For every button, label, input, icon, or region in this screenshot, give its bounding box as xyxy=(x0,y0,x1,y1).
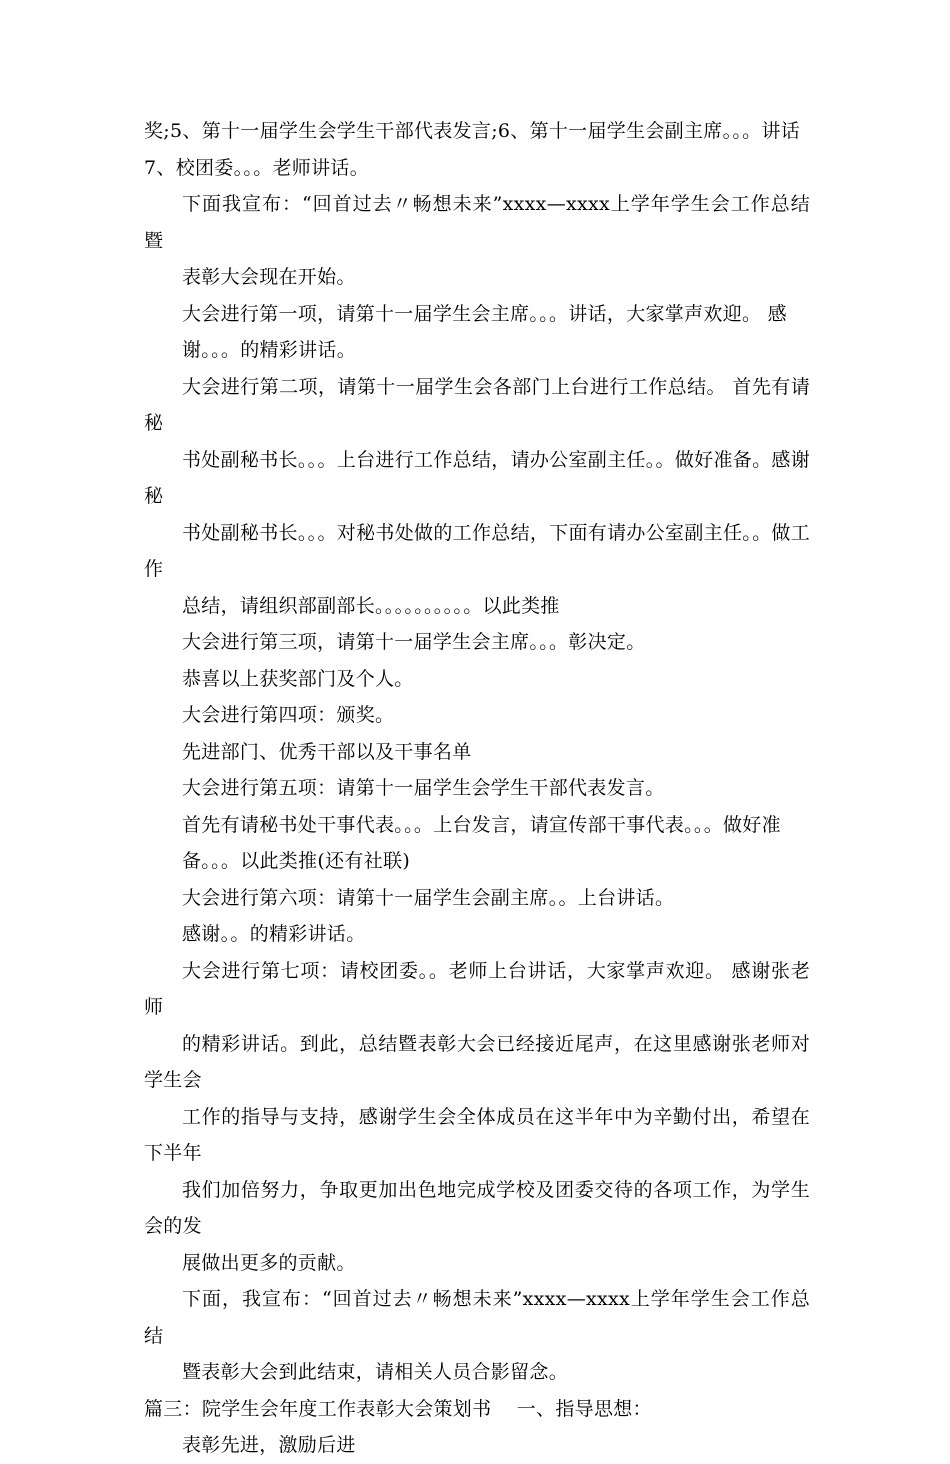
text-line: 7、校团委。。。老师讲话。 xyxy=(144,156,369,179)
paragraph xyxy=(144,1281,810,1391)
text-line: 大会进行第四项：颁奖。 xyxy=(182,704,395,726)
paragraph xyxy=(144,734,810,771)
paragraph xyxy=(144,916,810,953)
text-line: 暨表彰大会到此结束，请相关人员合影留念。 xyxy=(182,1361,569,1383)
paragraph xyxy=(144,770,810,807)
paragraph xyxy=(144,186,810,296)
paragraph xyxy=(144,953,810,1282)
text-line: 感谢。。的精彩讲话。 xyxy=(182,923,366,945)
text-line: 大会进行第一项，请第十一届学生会主席。。。讲话，大家掌声欢迎。 感 xyxy=(182,302,787,325)
text-line: 大会进行第七项：请校团委。。老师上台讲话，大家掌声欢迎。 感谢张老师 xyxy=(144,959,810,1018)
text-line: 的精彩讲话。到此，总结暨表彰大会已经接近尾声，在这里感谢张老师对学生会 xyxy=(144,1032,810,1091)
document-body xyxy=(144,113,810,1464)
text-line: 大会进行第三项，请第十一届学生会主席。。。彰决定。 xyxy=(182,631,646,653)
text-line: 下面，我宣布：“回首过去〃畅想未来”xxxx—xxxx上学年学生会工作总结 xyxy=(144,1288,810,1347)
text-line: 首先有请秘书处干事代表。。。上台发言，请宣传部干事代表。。。做好准 xyxy=(182,813,781,836)
paragraph xyxy=(144,1391,810,1428)
paragraph xyxy=(144,807,810,880)
text-line: 大会进行第六项：请第十一届学生会副主席。。上台讲话。 xyxy=(182,886,675,909)
text-line: 先进部门、优秀干部以及干事名单 xyxy=(182,740,472,763)
text-line: 书处副秘书长。。。对秘书处做的工作总结，下面有请办公室副主任。。做工作 xyxy=(144,521,810,580)
text-line: 奖;5、第十一届学生会学生干部代表发言;6、第十一届学生会副主席。。。讲话 xyxy=(144,120,801,142)
paragraph xyxy=(144,697,810,734)
text-line: 表彰先进，激励后进 xyxy=(182,1434,356,1456)
text-line: 表彰大会现在开始。 xyxy=(182,266,356,288)
text-line: 总结，请组织部副部长。。。。。。。。。。以此类推 xyxy=(182,594,560,617)
text-line: 下面我宣布：“回首过去〃畅想未来”xxxx—xxxx上学年学生会工作总结暨 xyxy=(144,193,810,252)
text-line: 大会进行第五项：请第十一届学生会学生干部代表发言。 xyxy=(182,777,665,799)
paragraph xyxy=(144,113,810,186)
text-line: 书处副秘书长。。。上台进行工作总结，请办公室副主任。。做好准备。感谢秘 xyxy=(144,448,810,507)
text-line: 恭喜以上获奖部门及个人。 xyxy=(182,667,414,690)
text-line: 大会进行第二项，请第十一届学生会各部门上台进行工作总结。 首先有请秘 xyxy=(144,375,810,434)
paragraph xyxy=(144,624,810,661)
text-line: 谢。。。的精彩讲话。 xyxy=(182,339,357,361)
paragraph xyxy=(144,661,810,698)
paragraph xyxy=(144,1427,810,1464)
text-line: 篇三：院学生会年度工作表彰大会策划书 一、指导思想： xyxy=(144,1397,652,1420)
paragraph xyxy=(144,880,810,917)
paragraph xyxy=(144,296,810,369)
text-line: 备。。。以此类推(还有社联) xyxy=(182,850,411,872)
text-line: 我们加倍努力，争取更加出色地完成学校及团委交待的各项工作，为学生会的发 xyxy=(144,1178,810,1237)
text-line: 展做出更多的贡献。 xyxy=(182,1251,356,1274)
text-line: 工作的指导与支持，感谢学生会全体成员在这半年中为辛勤付出，希望在下半年 xyxy=(144,1105,810,1164)
paragraph xyxy=(144,369,810,625)
